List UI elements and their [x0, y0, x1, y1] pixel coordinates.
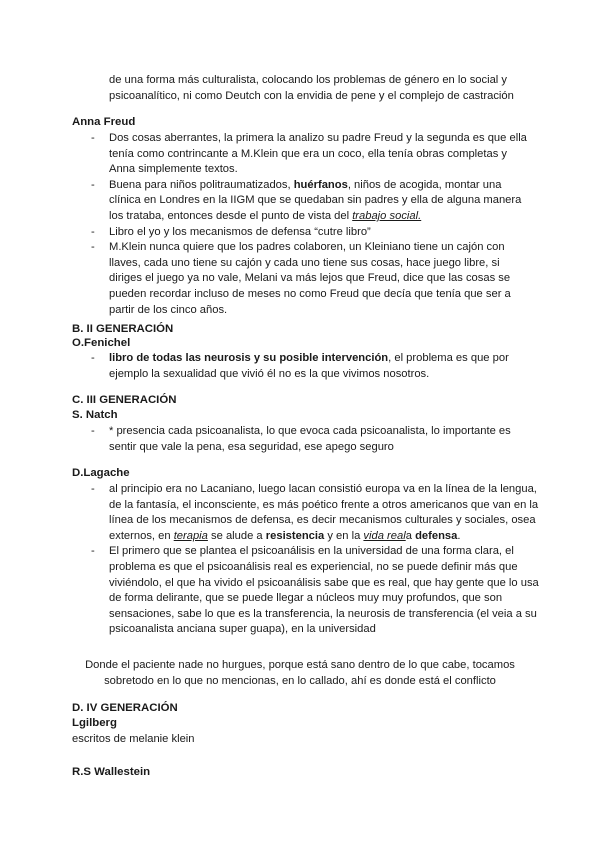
anna-item-2-underlined: trabajo social. — [352, 209, 422, 222]
lagache-item-2: El primero que se plantea el psicoanálisis en la universidad de una forma clara, el problema es que el psicoanálisis real es experiencial, no se puede definir más que viviéndolo, el que ha vivido el psicoanálisis sabe que es real, que hay gente que lo usa de forma delirante, que se puede llegar a núcleos muy muy profundos, que son sensaciones, sabe lo que es la transferencia, la neurosis de transferencia (el veia a su psicoanalista anciana super guapa), en la universidad — [109, 545, 539, 636]
intro-line-2: psicoanalítico, ni como Deutch con la envidia de pene y el complejo de castración — [109, 89, 514, 102]
anna-freud-heading: Anna Freud — [72, 116, 136, 128]
section-b-heading: B. II GENERACIÓN — [72, 323, 174, 335]
natch-list — [109, 424, 524, 455]
lagache-heading: D.Lagache — [72, 467, 130, 479]
section-d-heading: D. IV GENERACIÓN — [72, 702, 178, 714]
lagache-item-1-defensa: defensa — [415, 529, 458, 542]
lagache-item-1-text: al principio era no Lacaniano, luego lacan consistió europa va en la línea de la lengua, de la fantasía, el inconsciente, es más poético frente a otros americanos que van en la línea de los mecanismos de defensa, es decir mecanismos culturales y sociales, osea externos, en — [109, 483, 539, 542]
fenichel-item-text: , el problema es que por ejemplo la sexualidad que vivió él no es la que vivimos nosotros. — [109, 352, 509, 380]
note-line-2: sobretodo en lo que no mencionas, en lo callado, ahí es donde está el conflicto — [104, 674, 496, 687]
anna-item-2-bold: huérfanos — [293, 178, 348, 191]
list-item — [109, 178, 531, 225]
anna-freud-list — [109, 131, 531, 318]
lagache-list — [109, 482, 539, 638]
lagache-item-1-resistencia: resistencia — [265, 529, 325, 542]
fenichel-list — [109, 351, 524, 382]
note-paragraph — [70, 658, 530, 689]
list-item — [109, 544, 539, 638]
wallestein-heading: R.S Wallestein — [72, 766, 151, 778]
lagache-item-1-terapia: terapia — [173, 529, 208, 542]
gilberg-text: escritos de melanie klein — [72, 733, 195, 745]
section-c-heading: C. III GENERACIÓN — [72, 394, 177, 406]
list-item — [109, 351, 524, 382]
lagache-item-1-text-4: a — [405, 529, 416, 542]
list-item — [109, 240, 531, 318]
note-line-1: Donde el paciente nade no hurgues, porque está sano dentro de lo que cabe, tocamos — [85, 659, 515, 671]
anna-item-2-text: Buena para niños politraumatizados, — [109, 178, 294, 191]
fenichel-heading: O.Fenichel — [72, 337, 131, 349]
lagache-item-1-text-2: se alude a — [207, 529, 266, 542]
intro-paragraph — [109, 73, 549, 104]
lagache-item-1-text-3: y en la — [324, 529, 364, 542]
anna-item-1: Dos cosas aberrantes, la primera la analizo su padre Freud y la segunda es que ella tenía como contrincante a M.Klein que era un coco, ella tenía obras completas y Anna simplemente textos. — [109, 132, 527, 176]
natch-heading: S. Natch — [72, 409, 118, 421]
intro-line-1: de una forma más culturalista, colocando los problemas de género en lo social y — [109, 74, 507, 86]
list-item — [109, 424, 524, 455]
natch-item-1: * presencia cada psicoanalista, lo que evoca cada psicoanalista, lo importante es sentir que vale la pena, esa seguridad, ese apego seguro — [109, 425, 511, 453]
gilberg-heading: Lgilberg — [72, 717, 117, 729]
anna-item-3: Libro el yo y los mecanismos de defensa “cutre libro” — [109, 225, 371, 238]
list-item — [109, 225, 531, 241]
list-item — [109, 131, 531, 178]
lagache-item-1-vida-real: vida real — [363, 529, 406, 542]
fenichel-item-bold: libro de todas las neurosis y su posible intervención — [109, 352, 389, 364]
anna-item-4: M.Klein nunca quiere que los padres colaboren, un Kleiniano tiene un cajón con llaves, cada uno tiene su cajón y cada uno tiene sus cosas, hace juego libre, si diriges el juego ya no vale, Melani va más lejos que Freud, dice que las cosas se pueden recordar incluso de meses no como Freud que decía que tenía que ser a partir de los cinco años. — [109, 241, 511, 316]
lagache-item-1-end: . — [457, 529, 461, 542]
anna-item-2-text-cont: , niños de acogida, montar una clínica en Londres en la IIGM que se quedaban sin padres y ella de alguna manera los trataba, entonces desde el punto de vista del — [109, 178, 522, 222]
list-item — [109, 482, 539, 544]
